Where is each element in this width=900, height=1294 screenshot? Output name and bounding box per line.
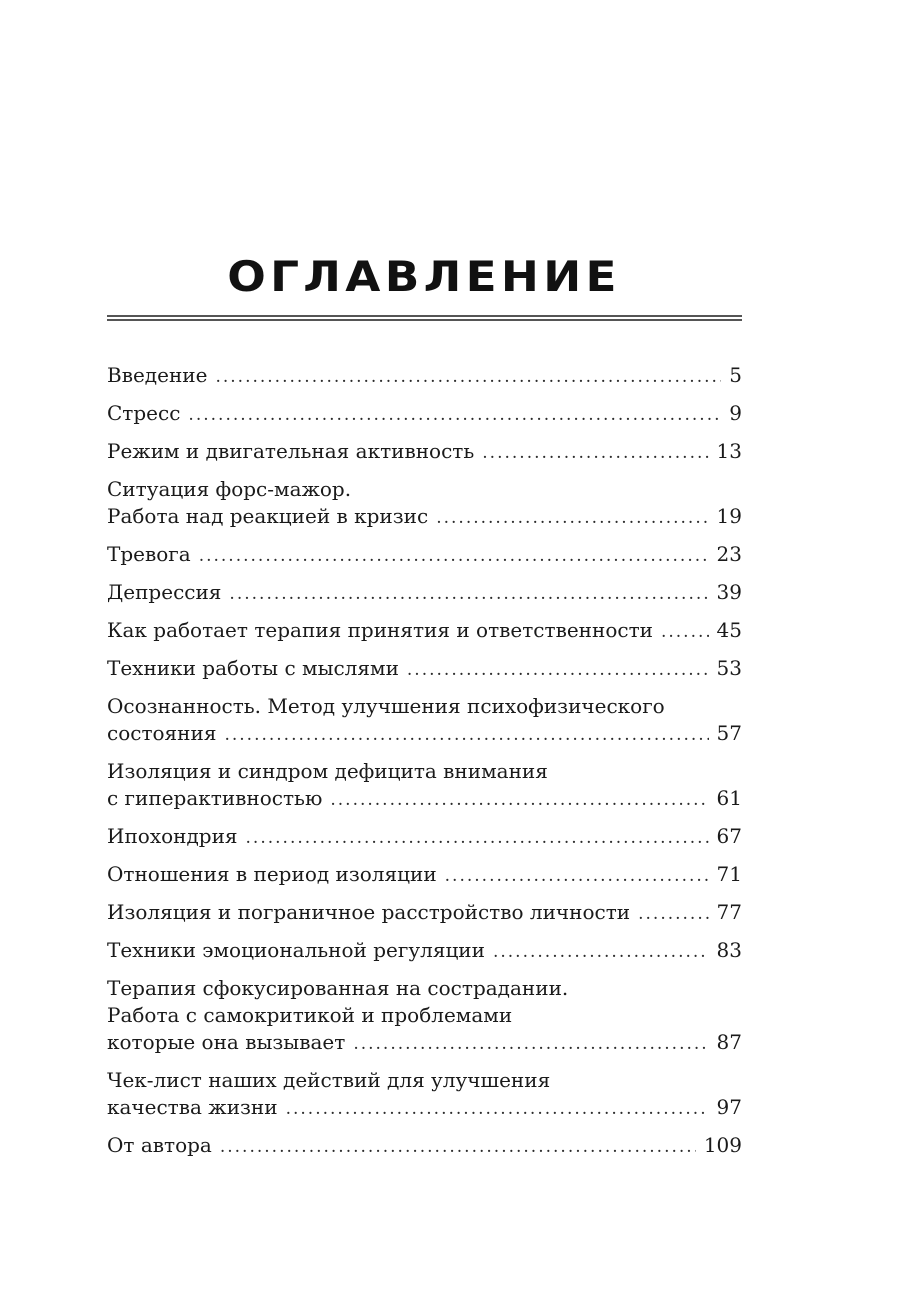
toc-entry-row [107, 899, 742, 928]
dot-leader [436, 505, 708, 532]
toc-page-number: 45 [716, 618, 742, 642]
dot-leader [286, 1096, 709, 1123]
toc-page-number: 97 [716, 1095, 742, 1119]
toc-entry [107, 476, 742, 532]
toc-entry-row [107, 1094, 742, 1123]
toc-page-number: 67 [716, 824, 742, 848]
toc-entry [107, 362, 742, 391]
toc-page-number: 9 [729, 401, 742, 425]
toc-page-number: 5 [729, 363, 742, 387]
toc-entry-row [107, 438, 742, 467]
dot-leader [330, 787, 708, 814]
dot-leader [215, 364, 721, 391]
dot-leader [353, 1031, 708, 1058]
toc-entry-title-line: Ситуация форс-мажор. [107, 477, 352, 501]
dot-leader [229, 581, 708, 608]
toc-entry [107, 899, 742, 928]
dot-leader [638, 901, 708, 928]
toc-page-number: 87 [716, 1030, 742, 1054]
toc-entry-row [107, 861, 742, 890]
toc-entry-title-line: состояния [107, 721, 217, 745]
toc-entry-title-line: качества жизни [107, 1095, 278, 1119]
toc-entry-title-line: Чек-лист наших действий для улучшения [107, 1068, 551, 1092]
toc-entry-title-line: Осознанность. Метод улучшения психофизического [107, 694, 665, 718]
dot-leader [493, 939, 709, 966]
toc-page-number: 83 [716, 938, 742, 962]
dot-leader [188, 402, 721, 429]
toc-entry-title-line: Техники работы с мыслями [107, 656, 399, 680]
toc-entry-title-line: Депрессия [107, 580, 222, 604]
toc-entry-title-line: Изоляция и пограничное расстройство личности [107, 900, 631, 924]
toc-entry-title-line: которые она вызывает [107, 1030, 346, 1054]
dot-leader [482, 440, 708, 467]
toc-entry [107, 541, 742, 570]
toc-entry-row [107, 785, 742, 814]
toc-entry [107, 823, 742, 852]
page-title: ОГЛАВЛЕНИЕ [227, 252, 621, 301]
toc-entry-title-line: Тревога [107, 542, 191, 566]
toc-page-number: 23 [716, 542, 742, 566]
toc-entry-title-line: Режим и двигательная активность [107, 439, 475, 463]
toc-page-number: 39 [716, 580, 742, 604]
toc-page-number: 77 [716, 900, 742, 924]
toc-entry-row [107, 720, 742, 749]
dot-leader [661, 619, 709, 646]
toc-entry [107, 1067, 742, 1123]
toc-entry-title-line: Изоляция и синдром дефицита внимания [107, 759, 548, 783]
toc-entry [107, 693, 742, 749]
dot-leader [445, 863, 709, 890]
toc-entry-title-line: с гиперактивностью [107, 786, 323, 810]
toc-page-number: 13 [716, 439, 742, 463]
toc-entry-row [107, 400, 742, 429]
toc-page-number: 109 [703, 1133, 742, 1157]
toc-entry [107, 975, 742, 1058]
toc-page-number: 71 [716, 862, 742, 886]
toc-entry [107, 579, 742, 608]
toc-entry [107, 861, 742, 890]
toc-entry-row [107, 1132, 742, 1161]
table-of-contents [107, 362, 742, 1170]
toc-entry [107, 400, 742, 429]
title-double-rule [107, 315, 742, 321]
toc-entry-row [107, 503, 742, 532]
toc-entry-title-line: Введение [107, 363, 208, 387]
toc-entry-row [107, 937, 742, 966]
toc-entry-row [107, 541, 742, 570]
dot-leader [199, 543, 709, 570]
toc-entry-row [107, 617, 742, 646]
toc-entry-title-line: Терапия сфокусированная на сострадании. [107, 976, 569, 1000]
toc-entry-title-line: Отношения в период изоляции [107, 862, 437, 886]
toc-entry [107, 438, 742, 467]
toc-page-number: 19 [716, 504, 742, 528]
toc-entry-title-line: Ипохондрия [107, 824, 238, 848]
dot-leader [246, 825, 709, 852]
toc-entry-title-line: Работа с самокритикой и проблемами [107, 1003, 513, 1027]
toc-entry-title-line: Стресс [107, 401, 181, 425]
dot-leader [220, 1134, 696, 1161]
toc-page-number: 57 [716, 721, 742, 745]
toc-entry-row [107, 579, 742, 608]
toc-entry [107, 617, 742, 646]
toc-entry-row [107, 362, 742, 391]
toc-entry-row [107, 1029, 742, 1058]
toc-entry-row [107, 823, 742, 852]
toc-page-number: 53 [716, 656, 742, 680]
toc-entry [107, 1132, 742, 1161]
dot-leader [224, 722, 708, 749]
toc-entry-title-line: Техники эмоциональной регуляции [107, 938, 485, 962]
toc-entry-row [107, 655, 742, 684]
toc-entry-title-line: Работа над реакцией в кризис [107, 504, 429, 528]
toc-entry [107, 655, 742, 684]
toc-entry [107, 937, 742, 966]
dot-leader [407, 657, 709, 684]
toc-entry-title-line: От автора [107, 1133, 212, 1157]
toc-entry [107, 758, 742, 814]
toc-entry-title-line: Как работает терапия принятия и ответственности [107, 618, 653, 642]
toc-page-number: 61 [716, 786, 742, 810]
